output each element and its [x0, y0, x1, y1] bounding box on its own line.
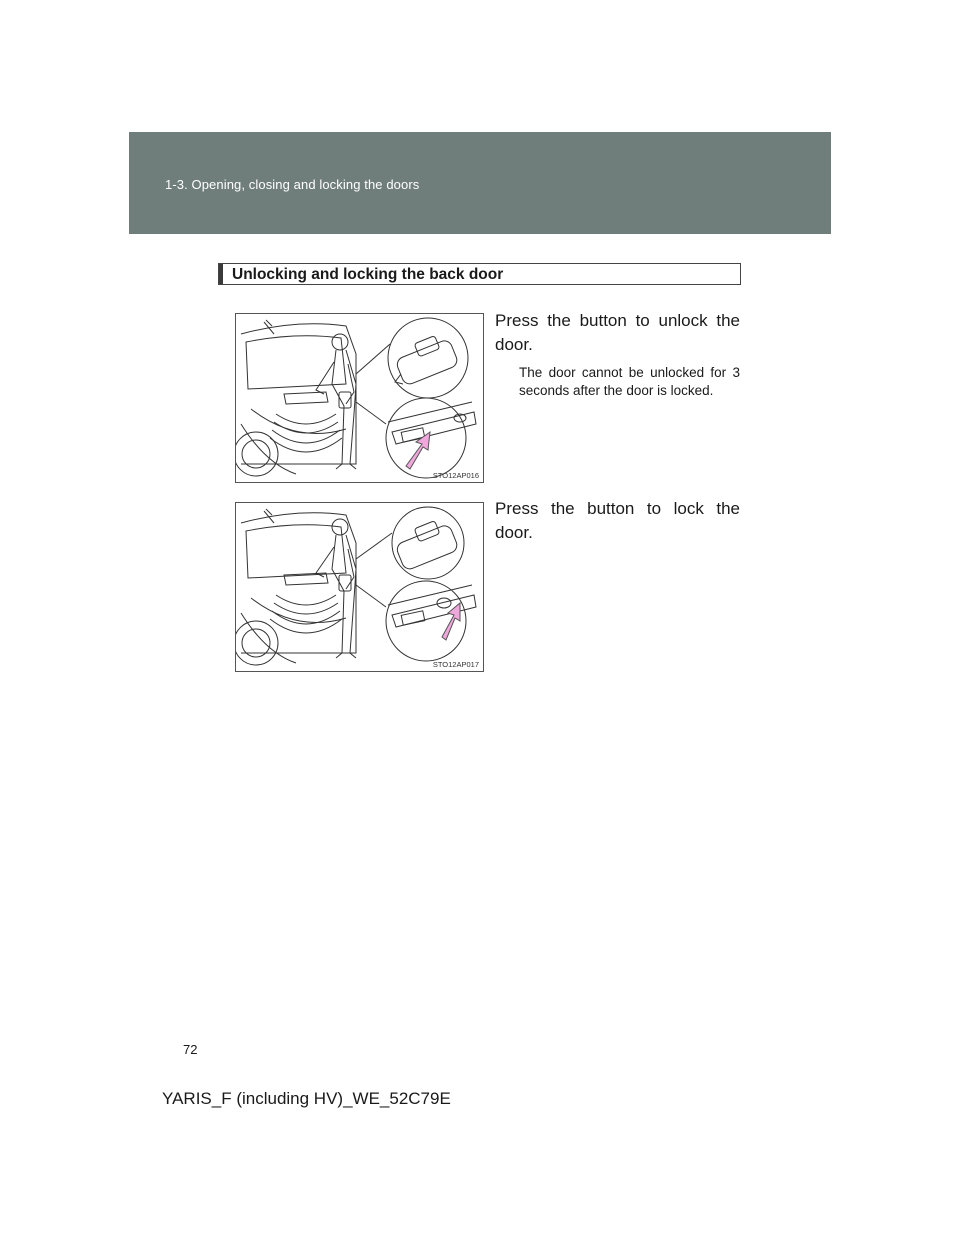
chapter-header-band	[129, 132, 831, 234]
document-footer: YARIS_F (including HV)_WE_52C79E	[162, 1089, 451, 1108]
unlock-illustration-drawing	[236, 314, 484, 483]
figure-code: STO12AP016	[432, 471, 479, 480]
chapter-section-title: 1-3. Opening, closing and locking the doors	[165, 177, 420, 192]
lock-illustration-drawing	[236, 503, 484, 672]
step-lock-text: Press the button to lock the door.	[495, 499, 740, 542]
page-number: 72	[183, 1042, 198, 1057]
illustration-lock	[235, 502, 484, 672]
section-heading	[218, 263, 741, 285]
step-unlock-note: The door cannot be unlocked for 3 seconds after the door is locked.	[519, 365, 740, 398]
figure-code: STO12AP017	[432, 660, 479, 669]
section-heading-title: Unlocking and locking the back door	[232, 266, 504, 283]
step-unlock-text: Press the button to unlock the door.	[495, 311, 740, 354]
illustration-unlock	[235, 313, 484, 483]
section-heading-accent	[219, 264, 223, 284]
